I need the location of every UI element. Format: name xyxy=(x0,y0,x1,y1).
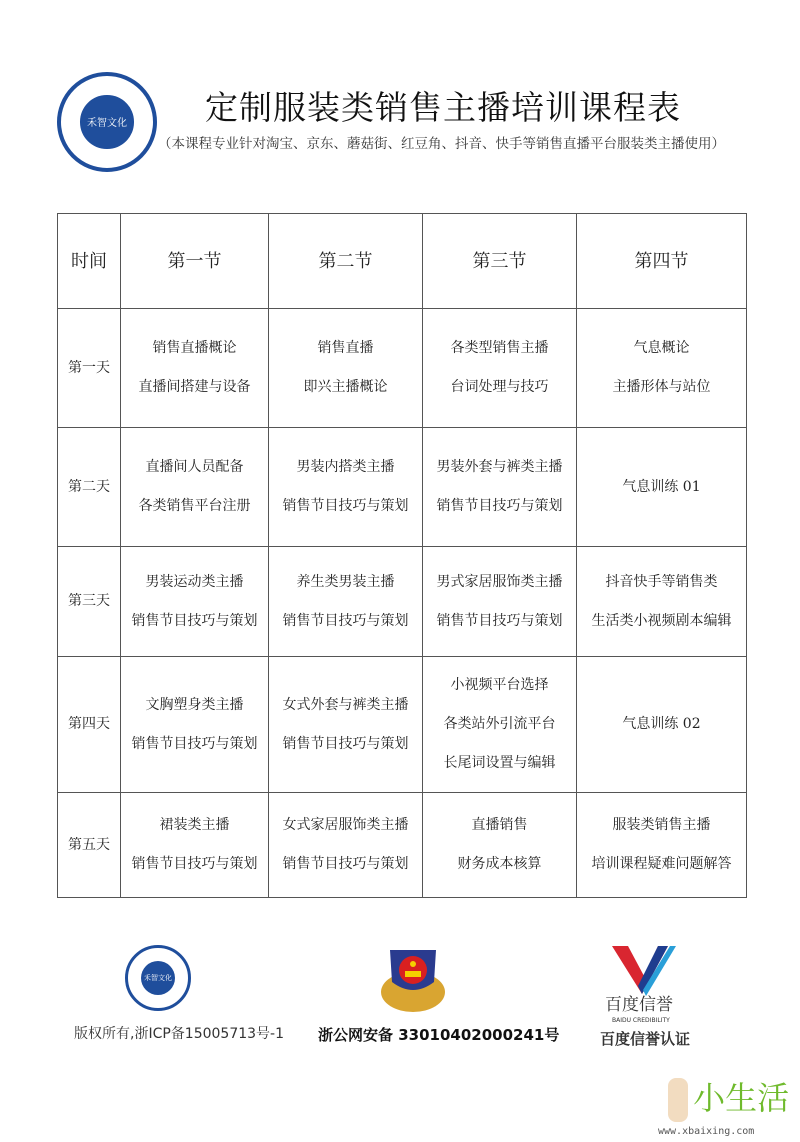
session-topic: 抖音快手等销售类 xyxy=(605,573,718,590)
session-topic: 销售节目技巧与策划 xyxy=(282,498,409,514)
company-logo xyxy=(57,72,157,172)
column-header: 第四节 xyxy=(577,214,747,309)
day-cell: 第三天 xyxy=(58,547,121,657)
session-cell xyxy=(269,547,423,657)
table-row xyxy=(58,428,747,547)
session-topic: 即兴主播概论 xyxy=(303,379,388,395)
day-cell: 第五天 xyxy=(58,793,121,898)
session-cell xyxy=(269,309,423,428)
logo-text: 禾智文化 xyxy=(86,118,127,130)
session-cell xyxy=(423,547,577,657)
session-topic: 销售直播 xyxy=(317,340,374,356)
session-cell xyxy=(121,309,269,428)
session-cell xyxy=(577,547,747,657)
session-topic: 长尾词设置与编辑 xyxy=(443,755,556,771)
footer-company-logo xyxy=(125,945,191,1011)
page-title: 定制服装类销售主播培训课程表 xyxy=(205,88,681,127)
watermark-text: 小生活 xyxy=(693,1079,790,1117)
session-topic: 气息概论 xyxy=(633,340,690,356)
session-topic: 气息训练 02 xyxy=(622,716,701,732)
session-topic: 销售节目技巧与策划 xyxy=(436,498,563,514)
session-topic: 直播销售 xyxy=(471,817,528,833)
session-topic: 女式家居服饰类主播 xyxy=(282,817,409,833)
session-topic: 各类站外引流平台 xyxy=(443,716,556,732)
schedule-table xyxy=(57,213,747,898)
session-topic: 小视频平台选择 xyxy=(450,677,549,693)
session-topic: 台词处理与技巧 xyxy=(450,379,549,395)
police-emblem-icon xyxy=(378,942,448,1014)
session-cell xyxy=(269,657,423,793)
session-cell xyxy=(269,793,423,898)
copyright-text: 版权所有,浙ICP备15005713号-1 xyxy=(74,1026,285,1042)
session-topic: 男装内搭类主播 xyxy=(296,459,395,475)
table-row xyxy=(58,793,747,898)
session-topic: 销售节目技巧与策划 xyxy=(282,735,409,752)
session-cell xyxy=(423,309,577,428)
session-cell xyxy=(121,428,269,547)
session-topic: 生活类小视频剧本编辑 xyxy=(591,612,732,629)
session-topic: 男装运动类主播 xyxy=(145,573,244,590)
session-topic: 销售节目技巧与策划 xyxy=(436,612,563,629)
session-topic: 主播形体与站位 xyxy=(612,379,711,395)
session-cell xyxy=(577,657,747,793)
column-header: 第一节 xyxy=(121,214,269,309)
session-topic: 财务成本核算 xyxy=(457,856,542,872)
column-header: 时间 xyxy=(58,214,121,309)
watermark-url: www.xbaixing.com xyxy=(658,1126,755,1137)
session-topic: 销售节目技巧与策划 xyxy=(282,856,409,872)
session-topic: 直播间搭建与设备 xyxy=(138,379,251,395)
column-header: 第三节 xyxy=(423,214,577,309)
session-topic: 男式家居服饰类主播 xyxy=(436,573,563,590)
session-cell xyxy=(121,547,269,657)
session-topic: 气息训练 01 xyxy=(622,478,701,495)
session-topic: 文胸塑身类主播 xyxy=(145,696,244,713)
session-topic: 养生类男装主播 xyxy=(296,573,395,590)
day-cell: 第一天 xyxy=(58,309,121,428)
day-cell: 第四天 xyxy=(58,657,121,793)
session-topic: 培训课程疑难问题解答 xyxy=(591,856,732,872)
session-cell xyxy=(121,793,269,898)
page-subtitle: （本课程专业针对淘宝、京东、蘑菇街、红豆角、抖音、快手等销售直播平台服装类主播使用） xyxy=(158,136,725,152)
session-topic: 各类销售平台注册 xyxy=(138,498,251,514)
police-record-text: 浙公网安备 33010402000241号 xyxy=(318,1026,560,1044)
session-topic: 男装外套与裤类主播 xyxy=(436,459,563,475)
session-cell xyxy=(423,657,577,793)
session-cell xyxy=(423,793,577,898)
session-cell xyxy=(423,428,577,547)
table-row xyxy=(58,657,747,793)
watermark-mascot-icon xyxy=(668,1078,688,1122)
table-row xyxy=(58,547,747,657)
session-topic: 女式外套与裤类主播 xyxy=(282,696,409,713)
session-topic: 各类型销售主播 xyxy=(450,340,549,356)
footer-logo-text: 禾智文化 xyxy=(143,973,172,982)
session-topic: 销售节目技巧与策划 xyxy=(131,735,258,752)
session-topic: 直播间人员配备 xyxy=(145,459,244,475)
session-topic: 销售直播概论 xyxy=(152,340,237,356)
session-topic: 销售节目技巧与策划 xyxy=(131,856,258,872)
table-header-row xyxy=(58,214,747,309)
session-cell xyxy=(121,657,269,793)
session-cell xyxy=(269,428,423,547)
session-topic: 服装类销售主播 xyxy=(612,817,711,833)
session-topic: 销售节目技巧与策划 xyxy=(282,612,409,629)
baidu-logo-subtext: BAIDU CREDIBILITY xyxy=(612,1017,670,1024)
column-header: 第二节 xyxy=(269,214,423,309)
session-cell xyxy=(577,793,747,898)
day-cell: 第二天 xyxy=(58,428,121,547)
baidu-logo-text: 百度信誉 xyxy=(605,995,673,1015)
session-topic: 裙装类主播 xyxy=(159,817,230,833)
baidu-credibility-logo xyxy=(612,946,680,996)
session-topic: 销售节目技巧与策划 xyxy=(131,612,258,629)
baidu-cert-text: 百度信誉认证 xyxy=(600,1030,691,1048)
session-cell xyxy=(577,428,747,547)
watermark xyxy=(658,1078,790,1137)
session-cell xyxy=(577,309,747,428)
table-row xyxy=(58,309,747,428)
